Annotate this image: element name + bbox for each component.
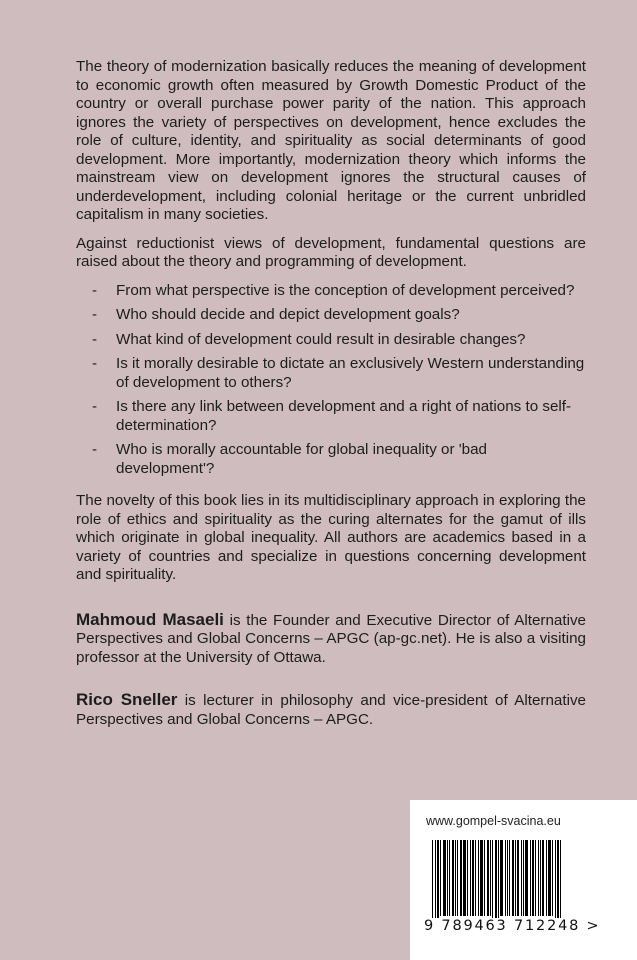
barcode-bar bbox=[495, 840, 497, 930]
question-text: Who is morally accountable for global inequality or 'bad development'? bbox=[116, 441, 487, 477]
barcode-bar bbox=[542, 840, 544, 916]
barcode-bar bbox=[555, 840, 556, 930]
list-item bbox=[92, 441, 586, 478]
question-text: Is it morally desirable to dictate an exclusively Western understanding of development to others? bbox=[116, 355, 585, 391]
closing-paragraph: The novelty of this book lies in its multidisciplinary approach in exploring the role of ethics and spirituality as the curing alternates for the gamut of ills which originate in global inequality. All authors are academics based in a variety of countries and specialize in questions concerning development and spirituality. bbox=[76, 492, 586, 583]
list-item bbox=[92, 306, 586, 325]
barcode-bar bbox=[467, 840, 468, 916]
barcode-bar bbox=[472, 840, 474, 916]
barcode-bar bbox=[492, 840, 493, 930]
author-bio bbox=[76, 611, 586, 668]
question-text: Is there any link between development and a right of nations to self-determination? bbox=[116, 398, 572, 434]
author-name: Mahmoud Masaeli bbox=[76, 609, 224, 629]
barcode-bar bbox=[470, 840, 471, 916]
question-list bbox=[76, 282, 586, 479]
barcode-bar bbox=[498, 840, 499, 930]
barcode-bar bbox=[525, 840, 528, 916]
barcode-bar bbox=[507, 840, 508, 916]
barcode-bar bbox=[515, 840, 516, 916]
dash-bullet: - bbox=[92, 398, 98, 415]
dash-bullet: - bbox=[92, 330, 98, 348]
barcode-bar bbox=[535, 840, 536, 916]
barcode-bar bbox=[487, 840, 489, 916]
barcode-bar bbox=[457, 840, 458, 916]
list-item bbox=[92, 331, 586, 350]
barcode-bar bbox=[460, 840, 462, 916]
barcode-bar bbox=[523, 840, 524, 916]
barcode-bar bbox=[440, 840, 441, 916]
barcode-bar bbox=[432, 840, 433, 930]
dash-bullet: - bbox=[92, 355, 98, 372]
dash-bullet: - bbox=[92, 441, 98, 458]
barcode-bar bbox=[435, 840, 436, 930]
barcode-bar bbox=[478, 840, 479, 916]
barcode-bar bbox=[500, 840, 503, 916]
dash-bullet: - bbox=[92, 306, 98, 323]
list-item bbox=[92, 355, 586, 392]
question-text: Who should decide and depict development goals? bbox=[116, 306, 460, 323]
question-text: What kind of development could result in desirable changes? bbox=[116, 330, 526, 348]
author-name: Rico Sneller bbox=[76, 690, 178, 709]
list-item bbox=[92, 282, 586, 301]
questions-intro-paragraph: Against reductionist views of development, fundamental questions are raised about the theory and programming of development. bbox=[76, 234, 586, 270]
barcode-bar bbox=[512, 840, 514, 916]
list-item bbox=[92, 398, 586, 435]
barcode-bar bbox=[490, 840, 491, 916]
barcode-bar bbox=[449, 840, 450, 916]
barcode-bar bbox=[560, 840, 561, 930]
barcode-bar bbox=[484, 840, 485, 916]
barcode-bar bbox=[548, 840, 551, 916]
author-bio bbox=[76, 691, 586, 729]
barcode-panel bbox=[410, 800, 637, 960]
barcode-bar bbox=[552, 840, 553, 916]
barcode-bar bbox=[530, 840, 531, 916]
barcode-bar bbox=[480, 840, 483, 916]
question-text: From what perspective is the conception of development perceived? bbox=[116, 281, 575, 299]
isbn-number: 9 789463 712248 > bbox=[424, 918, 601, 934]
dash-bullet: - bbox=[92, 281, 98, 299]
back-cover-text bbox=[76, 58, 586, 729]
barcode-bar bbox=[455, 840, 456, 916]
barcode-bar bbox=[532, 840, 534, 916]
barcode-bar bbox=[505, 840, 506, 916]
barcode-bar bbox=[538, 840, 539, 916]
barcode-bar bbox=[443, 840, 446, 916]
barcode-bar bbox=[447, 840, 448, 916]
barcode-bar bbox=[517, 840, 519, 916]
barcode-bar bbox=[463, 840, 466, 916]
intro-paragraph: The theory of modernization basically reduces the meaning of development to economic growth often measured by Growth Domestic Product of the country or overall purchase power parity of the nation. This approach ignores the variety of perspectives on development, hence excludes the role of culture, identity, and spirituality as social determinants of good development. More importantly, modernization theory which informs the mainstream view on development ignores the structural causes of underdevelopment, including colonial heritage or the current unbridled capitalism in many societies. bbox=[76, 58, 586, 223]
author-bio-text: is lecturer in philosophy and vice-president of Alternative Perspectives and Global Concerns – APGC. bbox=[76, 692, 586, 728]
publisher-url: www.gompel-svacina.eu bbox=[426, 814, 561, 828]
barcode-bar bbox=[540, 840, 541, 916]
barcode-bar bbox=[546, 840, 547, 916]
barcode-bar bbox=[557, 840, 559, 930]
barcode-bar bbox=[452, 840, 454, 916]
author-bio-text: is the Founder and Executive Director of Alternative Perspectives and Global Concerns – APGC (ap-gc.net). He is also a visiting professor at the University of Ottawa. bbox=[76, 611, 586, 666]
barcode-bar bbox=[521, 840, 522, 916]
barcode-bar bbox=[475, 840, 476, 916]
barcode-bar bbox=[437, 840, 439, 930]
barcode-bar bbox=[509, 840, 510, 916]
